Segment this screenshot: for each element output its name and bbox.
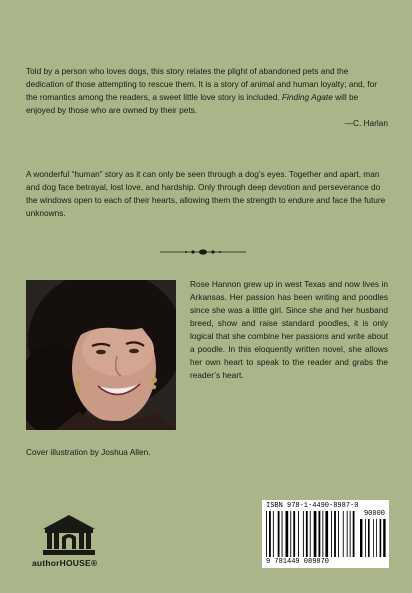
author-photo (26, 280, 176, 430)
price-code: 90000 (363, 510, 385, 518)
author-bio: Rose Hannon grew up in west Texas and now lives in Arkansas. Her passion has been writing and poodles since she was a little girl. Since she and her husband breed, show and raise standard poodles, it is only logical that she combine her passions and write about a poodle. In this eloquently written novel, she allows her own heart to speak to the reader and grabs the reader’s heart. (190, 279, 388, 380)
authorhouse-logo-icon (41, 513, 97, 557)
review-harlan: Told by a person who loves dogs, this story relates the plight of abandoned pets and the dedication of those attempting to rescue them. It is a story of animal and human loyalty; and, for the romantics among the readers, a sweet little love story is included. Finding Agate will be enjoyed by those who are owned by their pets. —C. Harlan (26, 66, 388, 128)
ean-digits: 9 781449 089870 (266, 558, 330, 566)
publisher-name: authorHOUSE® (32, 558, 98, 568)
isbn-barcode (262, 500, 389, 568)
illustration-credit: Cover illustration by Joshua Allen. (26, 447, 151, 457)
publisher-logo (32, 513, 110, 575)
book-title-italic: Finding Agate (281, 92, 333, 102)
divider-ornament (160, 246, 246, 258)
review-attribution: —C. Harlan (344, 118, 388, 128)
review-dog-eyes: A wonderful “human” story as it can only be seen through a dog’s eyes. Together and apart, man and dog face betrayal, lost love, and hardship. Only through deep devotion and perseverance do the windows open to each of their hearts, allowing them the strength to endure and face the future unknowns. (26, 169, 386, 218)
isbn-text: ISBN 978-1-4490-8987-0 (266, 502, 359, 510)
